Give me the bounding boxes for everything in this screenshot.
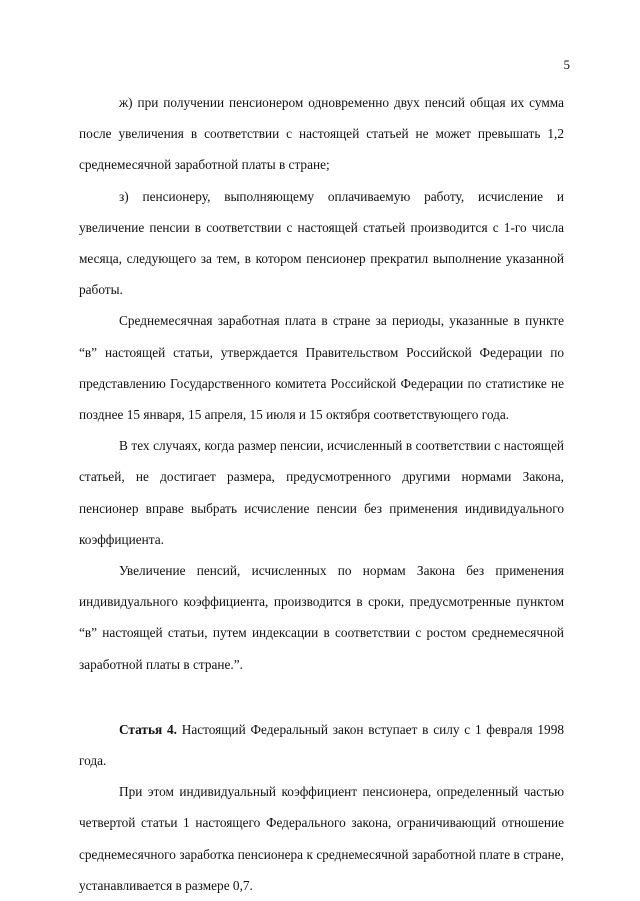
page-number: 5 <box>563 57 570 72</box>
section-gap <box>79 680 564 714</box>
paragraph-average-wage: Среднемесячная заработная плата в стране за периоды, указанные в пункте “в” настоящей статьи, утверждается Правительством Российской Федерации по представлению Государственного комитета Российской Федерации по статистике не позднее 15 января, 15 апреля, 15 июля и 15 октября соответствующего года. <box>79 313 564 423</box>
paragraph-pension-increase: Увеличение пенсий, исчисленных по нормам Закона без применения индивидуального коэффициента, производится в сроки, предусмотренные пунктом “в” настоящей статьи, путем индексации в соответствии с ростом среднемесячной заработной платы в стране.”. <box>79 563 564 672</box>
article-4-label: Статья 4. <box>119 721 177 737</box>
paragraph-coefficient: При этом индивидуальный коэффициент пенсионера, определенный частью четвертой статьи 1 настоящего Федерального закона, ограничивающий отношение среднемесячного заработка пенсионера к среднемесячной заработной плате в стране, устанавливается в размере 0,7. <box>79 784 564 893</box>
paragraph-pension-choice: В тех случаях, когда размер пенсии, исчисленный в соответствии с настоящей статьей, не достигает размера, предусмотренного другими нормами Закона, пенсионер вправе выбрать исчисление пенсии без применения индивидуального коэффициента. <box>79 438 564 547</box>
article-4-text: Настоящий Федеральный закон вступает в силу с 1 февраля 1998 года. <box>79 721 564 769</box>
document-body <box>79 87 564 901</box>
paragraph-zh: ж) при получении пенсионером одновременно двух пенсий общая их сумма после увеличения в соответствии с настоящей статьей не может превышать 1,2 среднемесячной заработной платы в стране; <box>79 95 564 173</box>
paragraph-z: з) пенсионеру, выполняющему оплачиваемую работу, исчисление и увеличение пенсии в соответствии с настоящей статьей производится с 1-го числа месяца, следующего за тем, в котором пенсионер прекратил выполнение указанной работы. <box>79 188 564 298</box>
article-4-paragraph <box>79 714 564 776</box>
